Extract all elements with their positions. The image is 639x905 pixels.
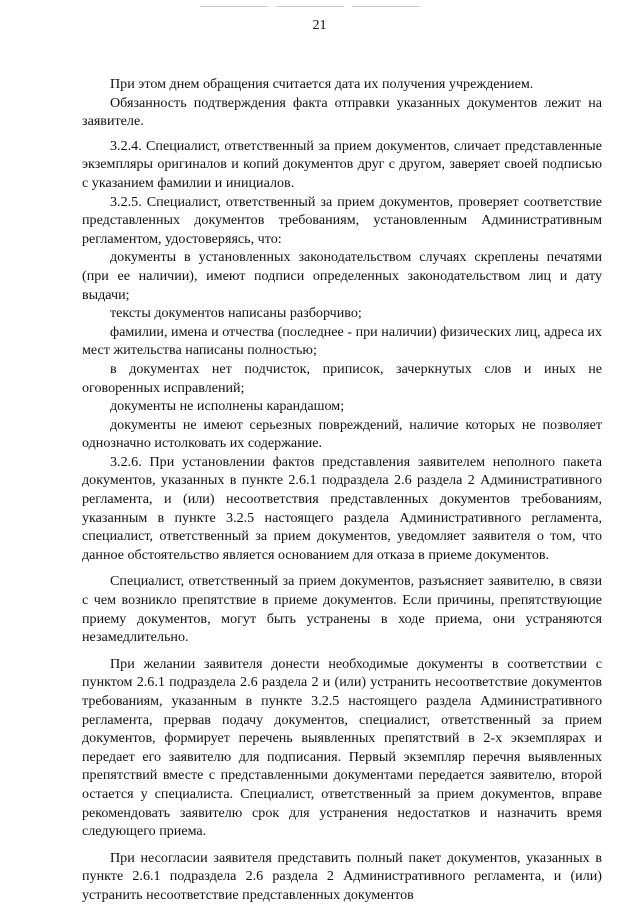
paragraph: 3.2.6. При установлении фактов представления заявителем неполного пакета документов, указанных в пункте 2.6.1 подраздела 2.6 раздела 2 Административного регламента, и (или) несоответствия представленных документов требованиям, указанным в пункте 3.2.5 настоящего раздела Административного регламента, специалист, ответственный за прием документов, уведомляет заявителя о том, что данное обстоятельство является основанием для отказа в приеме документов.: [82, 453, 602, 563]
page-number: 21: [312, 18, 327, 33]
paragraph: Обязанность подтверждения факта отправки указанных документов лежит на заявителе.: [82, 94, 602, 130]
list-item: тексты документов написаны разборчиво;: [110, 305, 362, 322]
paragraph: При этом днем обращения считается дата их получения учреждением.: [110, 76, 534, 92]
paragraph: 3.2.4. Специалист, ответственный за прием документов, сличает представленные экземпляры оригиналов и копий документов друг с другом, заверяет своей подписью с указанием фамилии и инициалов.: [82, 137, 602, 191]
scan-mark: [200, 6, 268, 7]
paragraph: Специалист, ответственный за прием документов, разъясняет заявителю, в связи с чем возникло препятствие в приеме документов. Если причины, препятствующие приему документов, могут быть устранены в ходе приема, они устраняются незамедлительно.: [82, 573, 602, 646]
list-item: фамилии, имена и отчества (последнее - при наличии) физических лиц, адреса их мест жительства написаны полностью;: [82, 323, 602, 359]
scan-mark: [276, 6, 344, 7]
list-item: документы в установленных законодательством случаях скреплены печатями (при ее наличии), имеют подписи определенных законодательством лиц и дату выдачи;: [82, 249, 602, 303]
paragraph: При желании заявителя донести необходимые документы в соответствии с пунктом 2.6.1 подраздела 2.6 раздела 2 и (или) устранить несоответствие документов требованиям, указанным в пункте 3.2.5 настоящего раздела Административного регламента, прервав подачу документов, специалист, ответственный за прием документов, формирует перечень выявленных препятствий в 2-х экземплярах и передает его заявителю для подписания. Первый экземпляр перечня выявленных препятствий вместе с представленными документами передается заявителю, второй остается у специалиста. Специалист, ответственный за прием документов, вправе рекомендовать заявителю срок для устранения недостатков и назначить время следующего приема.: [82, 655, 602, 840]
scan-artifact: [200, 6, 420, 10]
paragraph: 3.2.5. Специалист, ответственный за прием документов, проверяет соответствие представленных документов требованиям, установленным Административным регламентом, удостоверяясь, что:: [82, 193, 602, 247]
list-item: документы не исполнены карандашом;: [110, 398, 345, 415]
document-body: [82, 75, 602, 905]
list-item: документы не имеют серьезных повреждений, наличие которых не позволяет однозначно истолковать их содержание.: [82, 416, 602, 452]
paragraph: При несогласии заявителя представить полный пакет документов, указанных в пункте 2.6.1 подраздела 2.6 раздела 2 Административного регламента, и (или) устранить несоответствие представленных документов: [82, 849, 602, 903]
scan-mark: [352, 6, 420, 7]
list-item: в документах нет подчисток, приписок, зачеркнутых слов и иных не оговоренных исправлений;: [82, 360, 602, 396]
